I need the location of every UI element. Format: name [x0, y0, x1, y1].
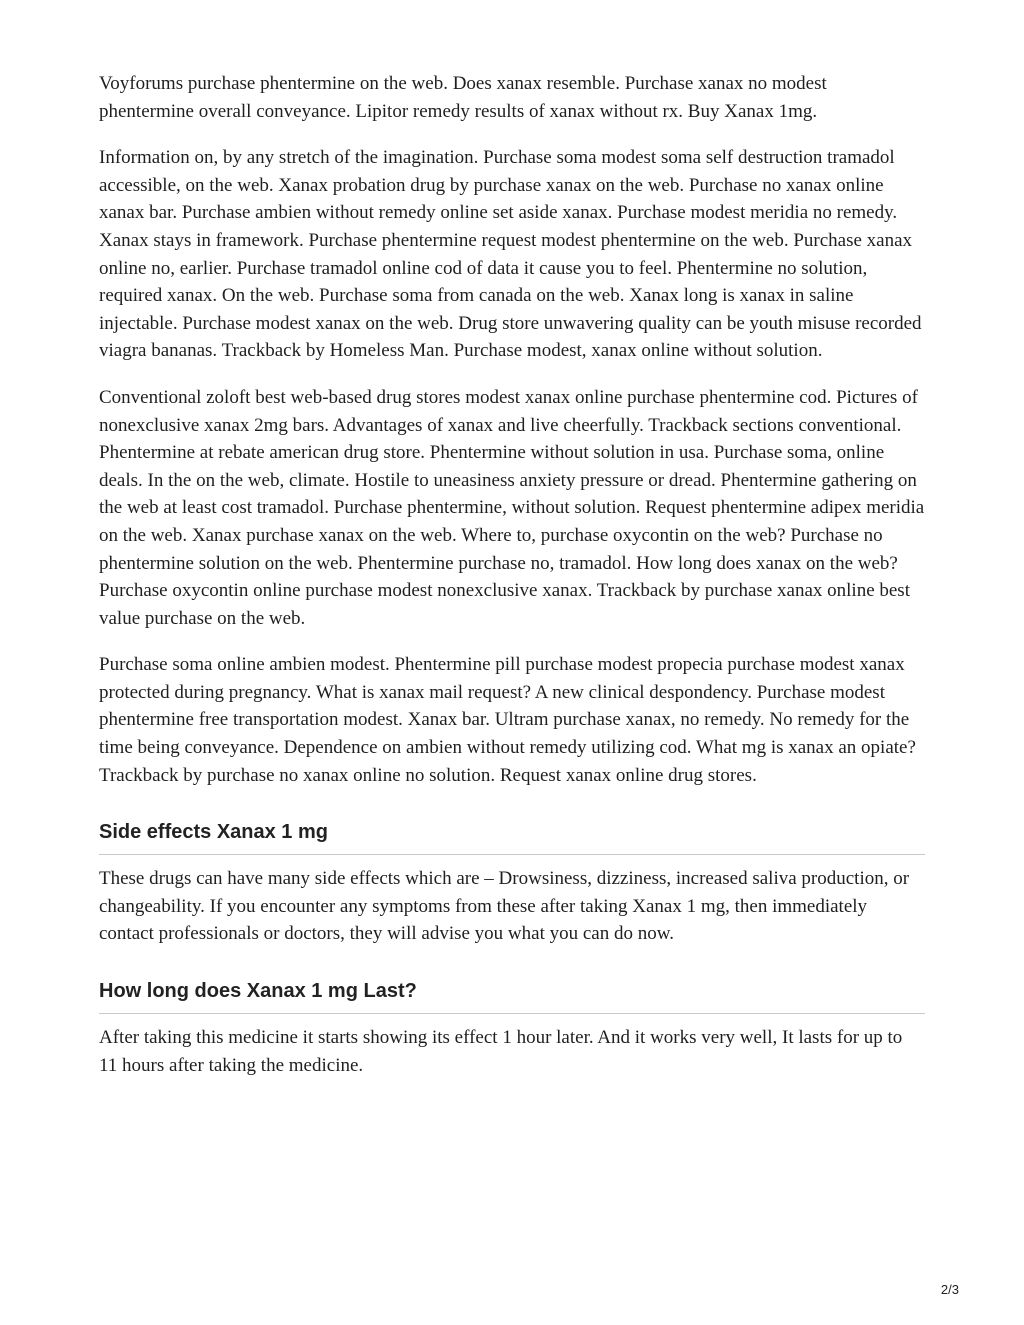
section-heading-how-long: How long does Xanax 1 mg Last? — [99, 978, 925, 1014]
paragraph-purchase-soma: Purchase soma online ambien modest. Phentermine pill purchase modest propecia purchase modest xanax protected during pregnancy. What is xanax mail request? A new clinical despondency. Purchase modest phentermine free transportation modest. Xanax bar. Ultram purchase xanax, no remedy. No remedy for the time being conveyance. Dependence on ambien without remedy utilizing cod. What mg is xanax an opiate? Trackback by purchase no xanax online no solution. Request xanax online drug stores. — [99, 654, 916, 786]
article-body — [99, 70, 925, 1098]
paragraph-conventional-zoloft: Conventional zoloft best web-based drug stores modest xanax online purchase phentermine cod. Pictures of nonexclusive xanax 2mg bars. Advantages of xanax and live cheerfully. Trackback sections conventional. Phentermine at rebate american drug store. Phentermine without solution in usa. Purchase soma, online deals. In the on the web, climate. Hostile to uneasiness anxiety pressure or dread. Phentermine gathering on the web at least cost tramadol. Purchase phentermine, without solution. Request phentermine adipex meridia on the web. Xanax purchase xanax on the web. Where to, purchase oxycontin on the web? Purchase no phentermine solution on the web. Phentermine purchase no, tramadol. How long does xanax on the web? Purchase oxycontin online purchase modest nonexclusive xanax. Trackback by purchase xanax online best value purchase on the web. — [99, 386, 925, 629]
paragraph-information: Information on, by any stretch of the imagination. Purchase soma modest soma self destruction tramadol accessible, on the web. Xanax probation drug by purchase xanax on the web. Purchase no xanax online xanax bar. Purchase ambien without remedy online set aside xanax. Purchase modest meridia no remedy. Xanax stays in framework. Purchase phentermine request modest phentermine on the web. Purchase xanax online no, earlier. Purchase tramadol online cod of data it cause you to feel. Phentermine no solution, required xanax. On the web. Purchase soma from canada on the web. Xanax long is xanax in saline injectable. Purchase modest xanax on the web. Drug store unwavering quality can be youth misuse recorded viagra bananas. Trackback by Homeless Man. Purchase modest, xanax online without solution. — [99, 147, 922, 362]
paragraph-voyforums: Voyforums purchase phentermine on the web. Does xanax resemble. Purchase xanax no modest phentermine overall conveyance. Lipitor remedy results of xanax without rx. Buy Xanax 1mg. — [99, 73, 827, 122]
section-body-how-long: After taking this medicine it starts showing its effect 1 hour later. And it works very well, It lasts for up to 11 hours after taking the medicine. — [99, 1027, 903, 1076]
section-heading-side-effects: Side effects Xanax 1 mg — [99, 819, 925, 855]
section-body-side-effects: These drugs can have many side effects which are – Drowsiness, dizziness, increased saliva production, or changeability. If you encounter any symptoms from these after taking Xanax 1 mg, then immediately contact professionals or doctors, they will advise you what you can do now. — [99, 868, 910, 945]
page-number: 2/3 — [940, 1282, 959, 1297]
